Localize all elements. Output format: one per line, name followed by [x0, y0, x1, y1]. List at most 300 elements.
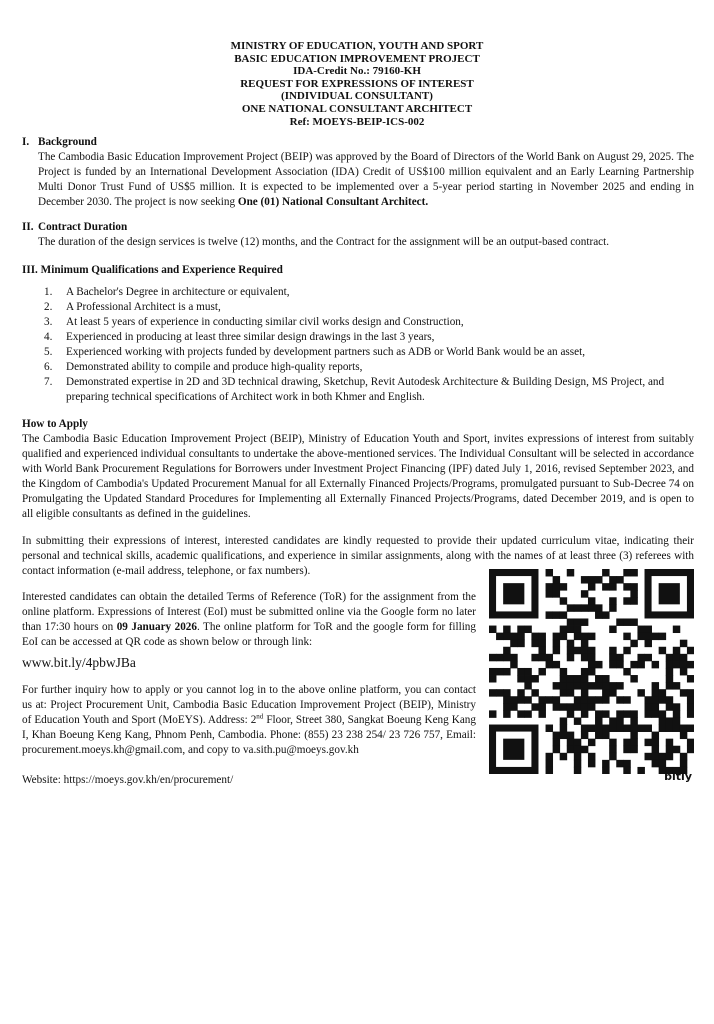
qr-module — [560, 675, 567, 682]
qr-module — [531, 640, 538, 647]
qr-module — [503, 703, 510, 710]
qr-finder-center — [659, 583, 680, 604]
section-background-heading — [22, 135, 694, 150]
qr-module — [588, 682, 595, 689]
item-text: A Professional Architect is a must, — [66, 301, 221, 313]
header-consultant-type: (INDIVIDUAL CONSULTANT) — [281, 90, 433, 103]
item-text: At least 5 years of experience in conducting similar civil works design and Construction, — [66, 316, 464, 328]
qr-module — [666, 668, 673, 675]
qr-module — [687, 661, 694, 668]
qr-module — [560, 732, 567, 739]
qr-module — [630, 725, 637, 732]
qr-module — [595, 611, 602, 618]
qr-module — [680, 689, 687, 696]
header-credit-no: IDA-Credit No.: 79160-KH — [293, 65, 421, 78]
qr-module — [581, 633, 588, 640]
qr-module — [538, 703, 545, 710]
qr-module — [623, 710, 630, 717]
qr-module — [574, 682, 581, 689]
qr-module — [567, 703, 574, 710]
qr-module — [630, 739, 637, 746]
qr-module — [567, 682, 574, 689]
qr-module — [560, 626, 567, 633]
qr-module — [567, 710, 574, 717]
qr-module — [595, 576, 602, 583]
qr-module — [567, 739, 574, 746]
qr-module — [630, 732, 637, 739]
qr-module — [602, 611, 609, 618]
qr-module — [567, 746, 574, 753]
qr-module — [609, 597, 616, 604]
qr-module — [630, 640, 637, 647]
item-number: 2. — [44, 301, 53, 313]
qr-module — [546, 696, 553, 703]
qr-module — [567, 569, 574, 576]
qr-module — [503, 654, 510, 661]
qr-module — [687, 725, 694, 732]
qr-module — [524, 682, 531, 689]
qr-module — [588, 597, 595, 604]
qr-module — [524, 675, 531, 682]
qr-module — [637, 689, 644, 696]
contact-paragraph — [22, 683, 476, 758]
qr-module — [687, 703, 694, 710]
qr-module — [616, 682, 623, 689]
qr-module — [510, 640, 517, 647]
qr-module — [680, 760, 687, 767]
section-title: Background — [38, 136, 97, 148]
qr-module — [546, 753, 553, 760]
qr-module — [595, 696, 602, 703]
qr-module — [567, 640, 574, 647]
qr-module — [602, 767, 609, 774]
qr-module — [623, 668, 630, 675]
qr-module — [673, 682, 680, 689]
qr-module — [546, 611, 553, 618]
qr-module — [574, 739, 581, 746]
qr-module — [567, 604, 574, 611]
qr-module — [630, 675, 637, 682]
qr-module — [553, 661, 560, 668]
deadline-date: 09 January 2026 — [116, 621, 197, 633]
section-qualifications-heading — [22, 263, 694, 278]
qr-module — [489, 689, 496, 696]
qr-module — [687, 710, 694, 717]
qr-module — [666, 703, 673, 710]
qr-module — [673, 661, 680, 668]
qr-module — [687, 689, 694, 696]
qr-module — [567, 675, 574, 682]
qr-code[interactable] — [489, 569, 694, 784]
qr-module — [602, 760, 609, 767]
qr-module — [687, 739, 694, 746]
qr-module — [553, 732, 560, 739]
qr-module — [538, 668, 545, 675]
background-paragraph — [38, 150, 694, 210]
qr-module — [673, 746, 680, 753]
list-item — [44, 330, 694, 345]
qr-module — [630, 569, 637, 576]
qr-module — [623, 696, 630, 703]
how-to-apply-paragraph-3 — [22, 590, 476, 650]
qr-module — [673, 703, 680, 710]
document-header — [0, 40, 714, 128]
how-to-apply-paragraph-2: In submitting their expressions of interest, interested candidates are kindly requested to provide their updated curriculum vitae, indicating their personal and technical skills, academic qualifications, and experience in similar assignments, along with the names of at least three (3) referees with contact information (e-mail address, telephone, or fax numbers). — [22, 535, 694, 577]
qr-module — [687, 675, 694, 682]
qr-module — [609, 654, 616, 661]
qr-module — [553, 640, 560, 647]
qr-module — [623, 583, 630, 590]
qr-module — [616, 576, 623, 583]
qr-module — [546, 767, 553, 774]
how-to-apply-heading: How to Apply — [22, 418, 88, 430]
qr-module — [517, 633, 524, 640]
qr-module — [595, 675, 602, 682]
qr-module — [574, 703, 581, 710]
item-number: 5. — [44, 346, 53, 358]
qr-module — [538, 654, 545, 661]
item-number: 1. — [44, 286, 53, 298]
qr-module — [553, 611, 560, 618]
qr-module — [574, 675, 581, 682]
qr-module — [581, 746, 588, 753]
qr-module — [560, 753, 567, 760]
qr-module — [609, 739, 616, 746]
section-number: III. — [22, 264, 38, 276]
qr-module — [609, 689, 616, 696]
item-text: A Bachelor's Degree in architecture or equivalent, — [66, 286, 290, 298]
qr-module — [588, 583, 595, 590]
qr-module — [517, 675, 524, 682]
qr-module — [595, 604, 602, 611]
qr-module — [510, 654, 517, 661]
qr-module — [602, 675, 609, 682]
qr-module — [531, 654, 538, 661]
qr-module — [659, 633, 666, 640]
qr-module — [630, 746, 637, 753]
qr-module — [680, 753, 687, 760]
qr-module — [659, 725, 666, 732]
qr-module — [673, 626, 680, 633]
qr-module — [666, 753, 673, 760]
qr-module — [659, 753, 666, 760]
qr-module — [574, 717, 581, 724]
qr-module — [652, 703, 659, 710]
list-item — [44, 375, 694, 405]
qr-module — [581, 732, 588, 739]
qr-module — [538, 696, 545, 703]
header-project: BASIC EDUCATION IMPROVEMENT PROJECT — [234, 52, 480, 65]
qr-module — [602, 583, 609, 590]
qr-module — [645, 654, 652, 661]
qr-module — [574, 760, 581, 767]
qr-module — [581, 590, 588, 597]
qr-module — [588, 576, 595, 583]
qr-module — [637, 725, 644, 732]
qr-module — [637, 633, 644, 640]
qr-module — [496, 689, 503, 696]
qr-module — [489, 626, 496, 633]
qr-module — [489, 668, 496, 675]
qr-module — [637, 654, 644, 661]
qr-module — [517, 710, 524, 717]
qr-module — [595, 732, 602, 739]
qr-module — [630, 583, 637, 590]
qr-module — [574, 767, 581, 774]
qr-module — [496, 633, 503, 640]
background-position-highlight: One (01) National Consultant Architect. — [237, 196, 429, 208]
qr-module — [659, 696, 666, 703]
qr-module — [524, 710, 531, 717]
qr-module — [588, 703, 595, 710]
contact-details: Floor, Street 380, Sangkat Boeung Keng Kang I, Khan Boeung Keng Kang, Phnom Penh, Cambodia. Phone: (855) 23 238 254/ 23 726 757, Email: procurement.moeys.kh@gmail.com, and copy to va.sith.pu@moeys.gov.kh — [22, 714, 476, 756]
qr-module — [602, 569, 609, 576]
qr-module — [623, 597, 630, 604]
qr-module — [687, 696, 694, 703]
qr-module — [652, 710, 659, 717]
qr-module — [652, 689, 659, 696]
qr-module — [602, 689, 609, 696]
qr-module — [666, 725, 673, 732]
qr-module — [588, 725, 595, 732]
item-number: 3. — [44, 316, 53, 328]
qr-module — [546, 725, 553, 732]
qr-module — [560, 703, 567, 710]
list-item — [44, 345, 694, 360]
qr-module — [538, 647, 545, 654]
qr-module — [595, 682, 602, 689]
qr-module — [645, 703, 652, 710]
qr-module — [546, 590, 553, 597]
qr-module — [574, 633, 581, 640]
qr-module — [560, 633, 567, 640]
header-reference: Ref: MOEYS-BEIP-ICS-002 — [289, 115, 425, 128]
qr-module — [517, 689, 524, 696]
header-ministry: MINISTRY OF EDUCATION, YOUTH AND SPORT — [230, 40, 484, 52]
qr-module — [623, 746, 630, 753]
qr-module — [645, 633, 652, 640]
qr-module — [581, 576, 588, 583]
qr-code-image — [489, 569, 694, 774]
qr-module — [588, 633, 595, 640]
qr-module — [574, 626, 581, 633]
header-request-title: REQUEST FOR EXPRESSIONS OF INTEREST — [240, 77, 474, 90]
qr-module — [673, 647, 680, 654]
qr-module — [645, 753, 652, 760]
section-contract-heading — [22, 220, 694, 235]
qr-module — [546, 661, 553, 668]
qr-module — [666, 717, 673, 724]
qr-module — [510, 633, 517, 640]
qr-finder-center — [503, 583, 524, 604]
qr-module — [538, 640, 545, 647]
qr-module — [553, 576, 560, 583]
qr-module — [637, 767, 644, 774]
item-number: 6. — [44, 361, 53, 373]
qr-module — [630, 710, 637, 717]
qr-module — [503, 668, 510, 675]
qualifications-list — [44, 285, 694, 405]
qr-module — [489, 710, 496, 717]
qr-module — [616, 696, 623, 703]
qr-module — [609, 576, 616, 583]
qr-module — [602, 682, 609, 689]
qr-module — [680, 732, 687, 739]
qr-module — [623, 633, 630, 640]
qr-module — [567, 626, 574, 633]
qr-module — [609, 753, 616, 760]
qr-module — [510, 696, 517, 703]
qr-module — [666, 661, 673, 668]
qr-module — [581, 710, 588, 717]
qr-module — [581, 682, 588, 689]
qr-module — [623, 569, 630, 576]
qr-module — [510, 661, 517, 668]
qr-module — [588, 604, 595, 611]
qr-module — [581, 654, 588, 661]
item-text: Demonstrated ability to compile and produce high-quality reports, — [66, 361, 363, 373]
qr-module — [560, 611, 567, 618]
qr-module — [496, 654, 503, 661]
qr-module — [652, 633, 659, 640]
item-number: 4. — [44, 331, 53, 343]
qr-module — [680, 654, 687, 661]
qr-module — [637, 661, 644, 668]
qr-module — [645, 739, 652, 746]
qr-module — [645, 725, 652, 732]
section-title: Minimum Qualifications and Experience Required — [40, 264, 283, 276]
qr-module — [595, 661, 602, 668]
qr-module — [489, 675, 496, 682]
qr-module — [609, 682, 616, 689]
qr-module — [666, 682, 673, 689]
background-text: The Cambodia Basic Education Improvement Project (BEIP) was approved by the Board of Directors of the World Bank on August 29, 2025. The Project is funded by an International Development Association (IDA) Credit of US$100 million equivalent and an Early Learning Partnership Multi Donor Trust Fund of US$5 million. It is expected to be implemented over a 5-year period starting in November 2025 and ending in December 2030. The project is now seeking — [38, 151, 694, 208]
qr-module — [645, 640, 652, 647]
qr-module — [538, 710, 545, 717]
qr-module — [616, 717, 623, 724]
qr-module — [680, 640, 687, 647]
qr-module — [553, 696, 560, 703]
qr-module — [673, 717, 680, 724]
qr-module — [659, 710, 666, 717]
header-position: ONE NATIONAL CONSULTANT ARCHITECT — [241, 102, 473, 115]
qr-module — [652, 739, 659, 746]
qr-module — [616, 725, 623, 732]
qr-module — [623, 647, 630, 654]
qr-module — [503, 689, 510, 696]
qr-module — [609, 725, 616, 732]
qr-module — [560, 717, 567, 724]
qr-module — [652, 746, 659, 753]
qr-module — [616, 618, 623, 625]
qr-module — [609, 604, 616, 611]
qr-module — [680, 668, 687, 675]
qr-module — [652, 760, 659, 767]
how-to-apply-paragraph-1: The Cambodia Basic Education Improvement Project (BEIP), Ministry of Education Youth and Sport, invites expressions of interest from suitably qualified and experienced individual consultants to undertake the above-mentioned services. The Individual Consultant will be selected in accordance with World Bank Procurement Regulations for Borrowers under Investment Project Financing (IPF) dated July 1, 2016, revised September 2023, and the Kingdom of Cambodia's Updated Procurement Manual for all Externally Financed Projects/Programs, promulgated pursuant to Sub-Decree 74 on Promulgating the Updated Standard Procedures for Implementing all Externally Financed Projects/Programs, dated December 2019, and is open to all eligible consultants as defined in the guidelines. — [22, 433, 694, 520]
qr-module — [623, 618, 630, 625]
qr-module — [581, 618, 588, 625]
contract-paragraph: The duration of the design services is twelve (12) months, and the Contract for the assignment will be an output-based contract. — [38, 236, 610, 248]
qr-module — [609, 583, 616, 590]
qr-module — [574, 647, 581, 654]
qr-module — [546, 654, 553, 661]
qr-module — [609, 626, 616, 633]
qr-module — [560, 725, 567, 732]
qr-module — [595, 710, 602, 717]
qr-module — [524, 626, 531, 633]
qr-module — [581, 703, 588, 710]
qr-module — [588, 668, 595, 675]
qr-module — [560, 583, 567, 590]
qr-module — [574, 604, 581, 611]
qr-module — [517, 696, 524, 703]
qr-module — [595, 725, 602, 732]
qr-module — [602, 725, 609, 732]
qr-module — [588, 661, 595, 668]
qr-module — [588, 760, 595, 767]
qr-module — [652, 682, 659, 689]
qr-module — [666, 696, 673, 703]
qr-module — [581, 675, 588, 682]
qr-module — [602, 696, 609, 703]
website-line[interactable]: Website: https://moeys.gov.kh/en/procurement/ — [22, 774, 234, 786]
qr-module — [666, 675, 673, 682]
qr-module — [666, 746, 673, 753]
list-item — [44, 285, 694, 300]
qr-module — [567, 689, 574, 696]
qr-module — [616, 760, 623, 767]
item-text: Demonstrated expertise in 2D and 3D technical drawing, Sketchup, Revit Autodesk Architecture & Building Design, MS Project, and preparing technical specifications of Architect work in both Khmer and English. — [66, 376, 665, 403]
qr-module — [538, 633, 545, 640]
qr-module — [666, 654, 673, 661]
qr-module — [616, 710, 623, 717]
qr-module — [574, 696, 581, 703]
application-link[interactable]: www.bit.ly/4pbwJBa — [22, 655, 136, 670]
qr-module — [623, 760, 630, 767]
qr-module — [531, 675, 538, 682]
qr-module — [588, 753, 595, 760]
qr-module — [503, 710, 510, 717]
qr-module — [652, 661, 659, 668]
qr-module — [531, 633, 538, 640]
qr-module — [517, 640, 524, 647]
qr-module — [637, 626, 644, 633]
qr-module — [581, 647, 588, 654]
qr-module — [659, 647, 666, 654]
qr-module — [517, 668, 524, 675]
qr-module — [630, 717, 637, 724]
qr-module — [517, 626, 524, 633]
list-item — [44, 315, 694, 330]
qr-module — [687, 746, 694, 753]
qr-module — [680, 725, 687, 732]
qr-module — [560, 597, 567, 604]
qr-module — [673, 654, 680, 661]
section-number: I. — [22, 136, 30, 148]
qr-module — [553, 703, 560, 710]
qr-module — [503, 626, 510, 633]
access-text: . The online platform for ToR and the google form for filling EoI can be accessed at QR code as shown below or through link: — [22, 621, 476, 648]
qr-module — [652, 696, 659, 703]
qr-module — [659, 760, 666, 767]
qr-module — [560, 689, 567, 696]
item-text: Experienced working with projects funded by development partners such as ADB or World Bank would be an asset, — [66, 346, 585, 358]
qr-module — [581, 696, 588, 703]
section-number: II. — [22, 221, 34, 233]
qr-module — [652, 732, 659, 739]
qr-module — [616, 661, 623, 668]
qr-module — [553, 739, 560, 746]
